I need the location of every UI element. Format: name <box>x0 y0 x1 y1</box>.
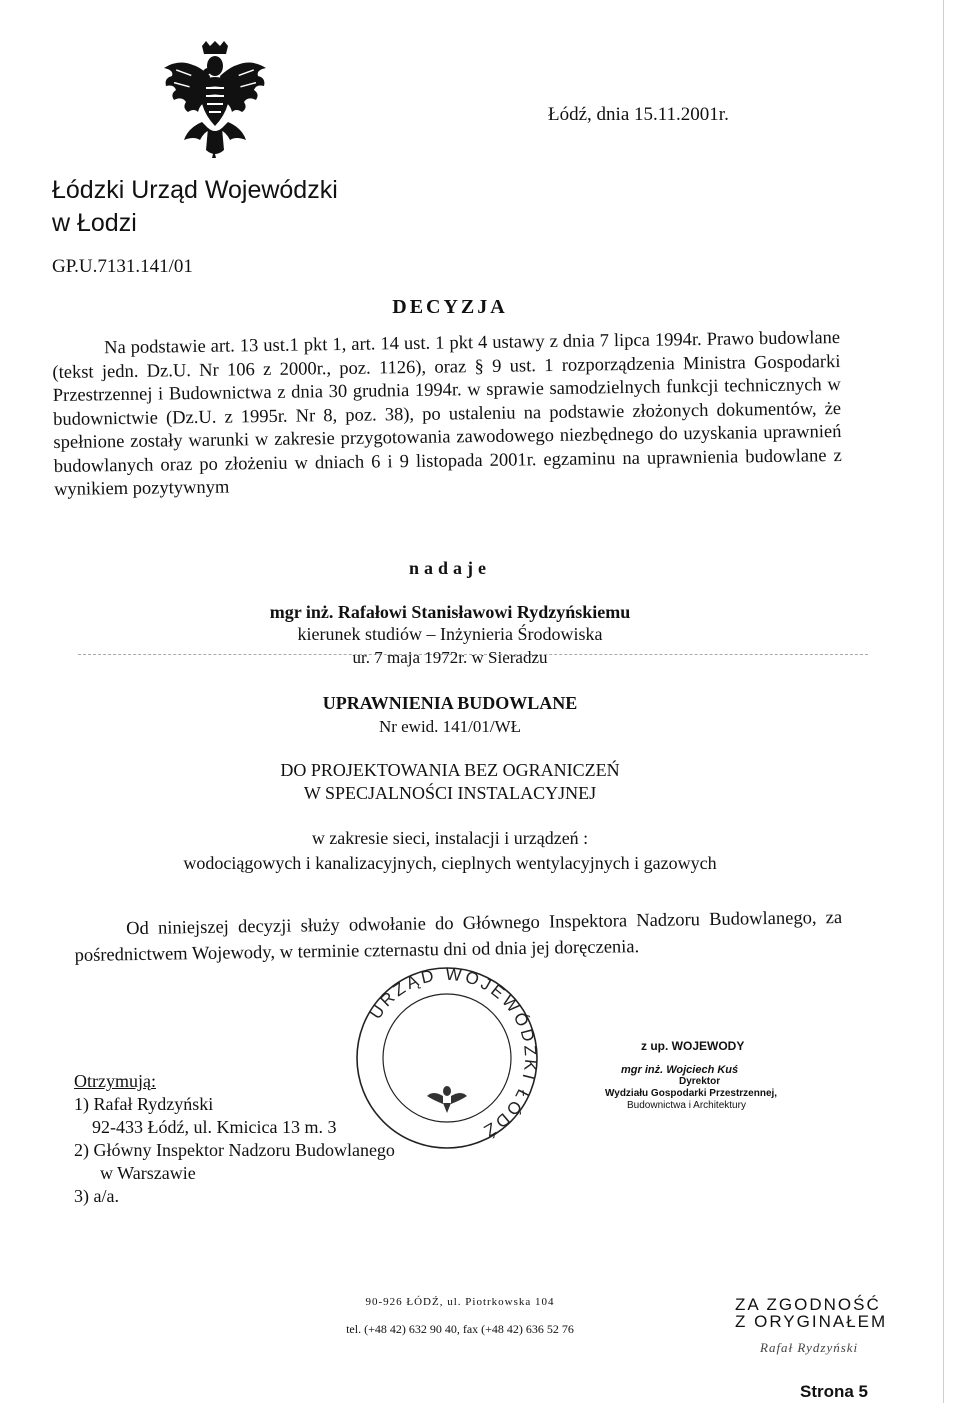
polish-eagle-emblem <box>162 40 268 160</box>
permit-range-detail: wodociągowych i kanalizacyjnych, cieplnych wentylacyjnych i gazowych <box>183 853 717 873</box>
appeal-paragraph <box>74 905 843 969</box>
signature-line4: Wydziału Gospodarki Przestrzennej, <box>605 1088 778 1099</box>
legal-basis-paragraph <box>52 327 842 502</box>
legal-basis-text: Na podstawie art. 13 ust.1 pkt 1, art. 14 ust. 1 pkt 4 ustawy z dnia 7 lipca 1994r. Prawo budowlane (tekst jedn. Dz.U. Nr 106 z 2000r., poz. 1126), oraz § 9 ust. 1 rozporządzenia Ministra Gospodarki Przestrzennej i Budownictwa z dnia 30 grudnia 1994r. w sprawie samodzielnych funkcji technicznych w budownictwie (Dz.U. z 1995r. Nr 8, poz. 38), po ustaleniu na podstawie złożonych dokumentów, że spełnione zostały warunki w zakresie przygotowania zawodowego niezbędnego do uzyskania uprawnień budowlanych oraz po złożeniu w dniach 6 i 9 listopada 2001r. egzaminu na uprawnienia budowlane z wynikiem pozytywnym <box>52 327 842 500</box>
permit-scope-line1: DO PROJEKTOWANIA BEZ OGRANICZEŃ <box>280 760 620 780</box>
conformity-stamp <box>735 1296 887 1330</box>
conformity-line2: Z ORYGINAŁEM <box>735 1312 888 1331</box>
signature-line1: z up. WOJEWODY <box>641 1039 745 1053</box>
official-signature-stamp <box>605 1040 825 1112</box>
document-date: Łódź, dnia 15.11.2001r. <box>548 104 729 125</box>
recipient-item: 2) Główny Inspektor Nadzoru Budowlanego <box>74 1140 395 1160</box>
grant-verb: nadaje <box>408 558 491 578</box>
conformity-line1: ZA ZGODNOŚĆ <box>735 1295 881 1314</box>
page-number: Strona 5 <box>800 1382 869 1401</box>
permit-range-intro: w zakresie sieci, instalacji i urządzeń : <box>311 828 589 848</box>
office-name-line2: w Łodzi <box>52 209 137 237</box>
footer-phone: tel. (+48 42) 632 90 40, fax (+48 42) 636 52 76 <box>346 1322 574 1336</box>
stamp-lettering: URZĄD WOJEWÓDZKI ŁÓDŹ <box>365 964 541 1142</box>
signature-line2: mgr inż. Wojciech Kuś <box>621 1064 739 1076</box>
recipient-item: w Warszawie <box>100 1163 196 1183</box>
permit-number: Nr ewid. 141/01/WŁ <box>378 717 522 736</box>
permit-scope-line2: W SPECJALNOŚCI INSTALACYJNEJ <box>303 783 597 803</box>
decision-title: DECYZJA <box>392 296 508 318</box>
conformity-signature: Rafał Rydzyński <box>760 1340 859 1355</box>
recipient-item: 92-433 Łódź, ul. Kmicica 13 m. 3 <box>92 1117 337 1137</box>
permit-title: UPRAWNIENIA BUDOWLANE <box>322 693 578 713</box>
recipient-name: mgr inż. Rafałowi Stanisławowi Rydzyńskiemu <box>269 602 631 622</box>
recipient-item: 1) Rafał Rydzyński <box>74 1094 214 1114</box>
signature-line5: Budownictwa i Architektury <box>627 1100 746 1111</box>
issuing-office <box>52 174 338 240</box>
field-of-study: kierunek studiów – Inżynieria Środowiska <box>297 624 603 644</box>
stamp-eagle-icon <box>427 1086 467 1113</box>
appeal-text: Od niniejszej decyzji służy odwołanie do Głównego Inspektora Nadzoru Budowlanego, za pośrednictwem Wojewody, w terminie czternastu dni od dnia jej doręczenia. <box>74 907 843 966</box>
signature-line3: Dyrektor <box>679 1076 721 1087</box>
recipients-list <box>74 1070 395 1208</box>
office-name-line1: Łódzki Urząd Wojewódzki <box>52 176 338 204</box>
footer-address: 90-926 ŁÓDŹ, ul. Piotrkowska 104 <box>365 1296 555 1308</box>
scan-edge-line <box>943 0 944 1403</box>
recipient-item: 3) a/a. <box>74 1186 119 1206</box>
recipients-heading: Otrzymują: <box>74 1071 156 1091</box>
reference-number: GP.U.7131.141/01 <box>52 256 193 277</box>
birth-info: ur. 7 maja 1972r. w Sieradzu <box>352 648 548 667</box>
